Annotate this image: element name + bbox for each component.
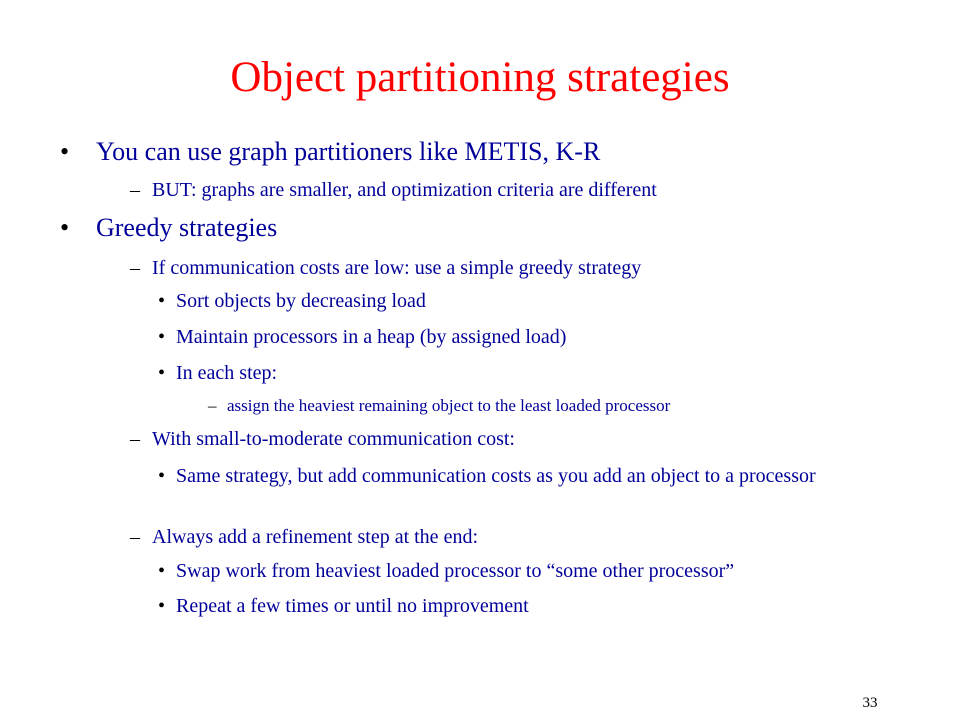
bullet-marker: • bbox=[158, 560, 166, 582]
bullet-marker: • bbox=[158, 465, 166, 487]
sub-sub-bullet-text: Same strategy, but add communication costs as you add an object to a processor bbox=[176, 465, 816, 487]
sub-sub-bullet-text: In each step: bbox=[176, 362, 278, 384]
bullet-marker: • bbox=[60, 213, 70, 242]
bullet-marker: • bbox=[158, 290, 166, 312]
sub-sub-bullet-text: Maintain processors in a heap (by assigned load) bbox=[176, 326, 567, 348]
sub-sub-bullet-text: Repeat a few times or until no improvement bbox=[176, 595, 529, 617]
dash-marker: – bbox=[130, 428, 140, 450]
bullet-marker: • bbox=[60, 137, 70, 166]
bullet-marker: • bbox=[158, 595, 166, 617]
sub-bullet-text: BUT: graphs are smaller, and optimization criteria are different bbox=[152, 179, 657, 201]
dash-marker: – bbox=[130, 526, 140, 548]
bullet-marker: • bbox=[158, 326, 166, 348]
sub-sub-bullet-text: Swap work from heaviest loaded processor to “some other processor” bbox=[176, 560, 735, 582]
dash-marker: – bbox=[130, 257, 140, 279]
bullet-text: Greedy strategies bbox=[96, 213, 278, 242]
bullet-marker: • bbox=[158, 362, 166, 384]
sub-bullet-text: With small-to-moderate communication cost: bbox=[152, 428, 515, 450]
level4-bullet-text: assign the heaviest remaining object to the least loaded processor bbox=[227, 396, 671, 415]
sub-bullet-text: If communication costs are low: use a simple greedy strategy bbox=[152, 257, 642, 279]
dash-marker: – bbox=[208, 396, 217, 415]
page-number: 33 bbox=[862, 695, 878, 711]
slide-title: Object partitioning strategies bbox=[230, 54, 730, 101]
dash-marker: – bbox=[130, 179, 140, 201]
bullet-text: You can use graph partitioners like METIS, K-R bbox=[96, 137, 601, 166]
sub-sub-bullet-text: Sort objects by decreasing load bbox=[176, 290, 426, 312]
sub-bullet-text: Always add a refinement step at the end: bbox=[152, 526, 478, 548]
